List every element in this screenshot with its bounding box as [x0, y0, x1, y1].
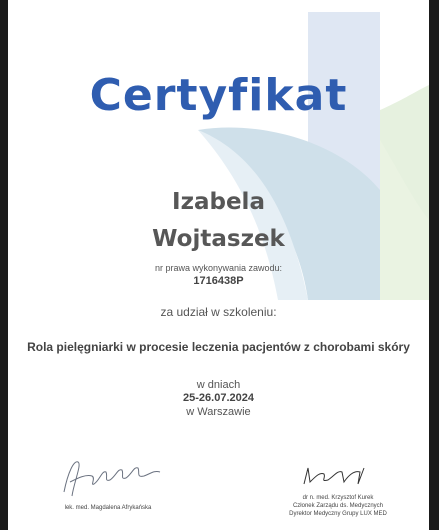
license-number: 1716438P [193, 275, 244, 287]
right-signatory [278, 494, 398, 518]
right-signatory-role-2: Dyrektor Medyczny Grupy LUX MED [289, 511, 387, 517]
course-place: w Warszawie [186, 406, 251, 418]
certificate-title: Certyfikat [89, 70, 348, 121]
left-signatory-name: lek. med. Magdalena Afrykańska [64, 505, 152, 511]
signature-right-image [298, 460, 368, 490]
recipient-last-name: Wojtaszek [152, 226, 285, 252]
right-signatory-role-1: Członek Zarządu ds. Medycznych [292, 503, 384, 509]
recipient-first-name: Izabela [172, 189, 265, 215]
dates-label: w dniach [196, 379, 241, 391]
participation-text: za udział w szkoleniu: [160, 305, 277, 319]
course-dates: 25-26.07.2024 [183, 392, 254, 404]
signature-left-image [56, 452, 166, 500]
course-title: Rola pielęgniarki w procesie leczenia pacjentów z chorobami skóry [27, 340, 410, 354]
license-label: nr prawa wykonywania zawodu: [154, 263, 283, 273]
right-signatory-name: dr n. med. Krzysztof Kurek [302, 495, 374, 501]
certificate-sheet [8, 0, 429, 530]
